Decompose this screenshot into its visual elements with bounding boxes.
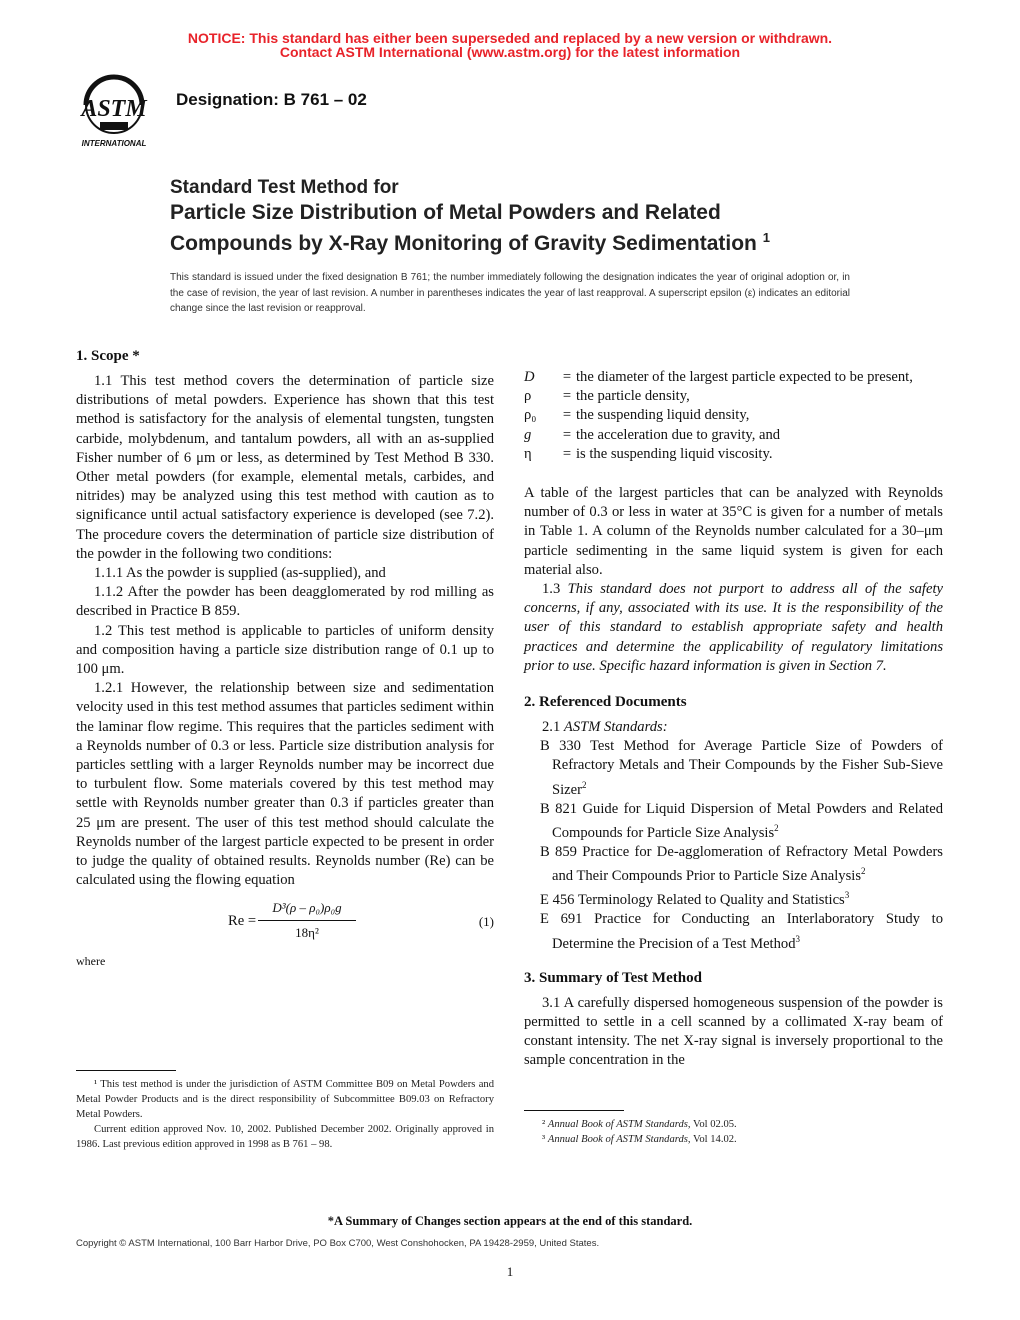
def-symbol: D (524, 369, 535, 385)
left-footnotes (76, 1070, 494, 1152)
definition-row (524, 387, 943, 406)
where-label: where (76, 954, 106, 969)
title-line-2: Particle Size Distribution of Metal Powders and Related (170, 201, 721, 224)
section-1-heading: 1. Scope * (76, 348, 140, 364)
copyright: Copyright © ASTM International, 100 Barr Harbor Drive, PO Box C700, West Conshohocken, PA 19428-2959, United States. (76, 1238, 600, 1249)
logo-subtext: INTERNATIONAL (81, 139, 147, 148)
ref-sup: 2 (861, 866, 866, 877)
equation-number: (1) (478, 914, 494, 930)
summary-of-changes-note: *A Summary of Changes section appears at the end of this standard. (327, 1214, 693, 1228)
def-text: the acceleration due to gravity, and (576, 426, 781, 443)
ref-sup: 3 (844, 890, 850, 901)
equation-1 (76, 898, 494, 948)
ref-text: B 859 Practice for De-agglomeration of Refractory Metal Powders and Their Compounds Prior to Particle Size Analysis (540, 843, 943, 885)
para-1-3-text: This standard does not purport to address all of the safety concerns, if any, associated with its use. It is the responsibility of the user of this standard to establish appropriate safety and health practices and determine the applicability of regulatory limitations prior to use. Specific hazard information is given in Section 7. (524, 581, 943, 674)
para-1-2: 1.2 This test method is applicable to particles of uniform density and composition having a particle size distribution range of 0.1 up to 100 μm. (76, 622, 494, 678)
section-2-heading: 2. Referenced Documents (524, 694, 687, 711)
table-paragraph: A table of the largest particles that can be analyzed with Reynolds number of 0.3 or less in water at 35°C is given for a number of metals in Table 1. A column of the Reynolds number calculated for a 30–μm particle sedimenting in the same liquid system is given for each material also. (524, 485, 943, 578)
ref-item (524, 737, 943, 799)
title-line-1: Standard Test Method for (170, 177, 399, 198)
para-1-3 (524, 580, 943, 676)
document-title (170, 176, 970, 256)
def-equals: = (562, 426, 572, 443)
ref-item (524, 800, 943, 843)
left-column (76, 346, 494, 972)
definition-row (524, 445, 943, 464)
ref-text: B 330 Test Method for Average Particle Size of Powders of Refractory Metals and Their Compounds by the Fisher Sub-Sieve Sizer (540, 738, 943, 798)
footnote-rule (76, 1070, 176, 1071)
para-2-1-number: 2.1 (542, 719, 561, 736)
right-column (524, 368, 943, 1070)
footnote-2-number: ² (542, 1119, 546, 1130)
para-1-2-1: 1.2.1 However, the relationship between size and sedimentation velocity used in this test method assumes that particles sediment within the laminar flow regime. This requires that the particles sediment with a Reynolds number of 0.3 or less. Particle size distribution analysis for particles settling with a larger Reynolds number may be incorrect due to turbulent flow. Some materials covered by this test method may settle with Reynolds number greater than 0.3 if particles greater than 25 μm are present. The user of this test method should calculate the Reynolds number of the largest particle expected to be present in order to judge the quality of obtained results. Reynolds number (Re) can be calculated using the flowing equation (76, 680, 494, 889)
footnote-1b: Current edition approved Nov. 10, 2002. Published December 2002. Originally approved in 1986. Last previous edition approved in 1998 as B 761 – 98. (76, 1124, 494, 1150)
notice-line-1: NOTICE: This standard has either been superseded and replaced by a new version or withdrawn. (187, 30, 833, 46)
ref-sup: 2 (582, 779, 587, 790)
para-1-1-2: 1.1.2 After the powder has been deagglomerated by rod milling as described in Practice B 859. (76, 584, 494, 620)
def-text: the diameter of the largest particle expected to be present, (576, 369, 913, 385)
def-symbol: g (524, 426, 532, 443)
title-line-3: Compounds by X-Ray Monitoring of Gravity Sedimentation (170, 232, 757, 255)
def-equals: = (562, 369, 572, 385)
definition-row (524, 406, 943, 425)
definition-row (524, 426, 943, 445)
def-text: the suspending liquid density, (576, 407, 750, 424)
footnote-2-volume: Vol 02.05. (693, 1119, 737, 1130)
title-footnote-ref: 1 (762, 230, 770, 245)
equation-numerator: D³(ρ – ρ₀)ρ₀g (258, 898, 356, 920)
ref-sup: 2 (774, 822, 779, 833)
ref-item (524, 910, 943, 953)
footnote-3-title: Annual Book of ASTM Standards, (547, 1134, 691, 1145)
para-2-1 (524, 718, 943, 737)
footnote-3 (542, 1132, 943, 1147)
intro-note: This standard is issued under the fixed designation B 761; the number immediately following the designation indicates the year of original adoption or, in the case of revision, the year of last revision. A number in parentheses indicates the year of last reapproval. A superscript epsilon (ε) indicates an editorial change since the last revision or reapproval. (170, 272, 850, 314)
astm-logo (70, 72, 162, 150)
def-equals: = (562, 407, 572, 424)
def-text: is the suspending liquid viscosity. (576, 445, 773, 462)
para-2-1-text: ASTM Standards: (563, 719, 668, 736)
ref-sup: 3 (795, 933, 800, 944)
footnote-rule (524, 1110, 624, 1111)
ref-item (524, 886, 943, 910)
definitions-list (524, 368, 943, 464)
right-footnotes (524, 1110, 943, 1147)
def-text: the particle density, (576, 388, 690, 405)
footnote-2 (542, 1117, 943, 1132)
para-3-1: 3.1 A carefully dispersed homogeneous suspension of the powder is permitted to settle in a cell scanned by a collimated X-ray beam of constant intensity. The net X-ray signal is inversely proportional to the sample concentration in the (524, 994, 943, 1069)
def-equals: = (562, 445, 572, 462)
page-number: 1 (506, 1264, 514, 1279)
section-3-heading: 3. Summary of Test Method (524, 969, 702, 986)
footnote-2-title: Annual Book of ASTM Standards, (547, 1119, 691, 1130)
ref-text: E 691 Practice for Conducting an Interlaboratory Study to Determine the Precision of a Test Method (540, 911, 943, 952)
para-1-1: 1.1 This test method covers the determination of particle size distributions of metal powders. Experience has shown that this test method is satisfactory for the analysis of elemental tungsten, tungsten carbide, molybdenum, and tantalum powders, all with an as-supplied Fisher number of 6 μm or less, as determined by Test Method B 330. Other metal powders (for example, elemental metals, carbides, and nitrides) may be analyzed using this test method with caution as to significance until actual satisfactory experience is developed (see 7.2). The procedure covers the determination of particle size distribution of the powder in the following two conditions: (76, 373, 494, 562)
para-1-1-1: 1.1.1 As the powder is supplied (as-supplied), and (94, 565, 386, 582)
def-symbol: η (524, 445, 532, 462)
designation: Designation: B 761 – 02 (176, 90, 367, 109)
def-equals: = (562, 388, 572, 405)
ref-text: B 821 Guide for Liquid Dispersion of Metal Powders and Related Compounds for Particle Size Analysis (540, 800, 943, 841)
para-1-3-number: 1.3 (542, 581, 561, 598)
logo-text: ASTM (81, 96, 147, 122)
def-symbol: ρ₀ (524, 407, 537, 424)
ref-item (524, 843, 943, 886)
footnote-3-volume: Vol 14.02. (693, 1134, 737, 1145)
equation-denominator: 18η² (295, 924, 319, 940)
equation-lhs: Re = (228, 913, 257, 930)
footnote-1: ¹ This test method is under the jurisdiction of ASTM Committee B09 on Metal Powders and Metal Powder Products and is the direct responsibility of Subcommittee B09.03 on Refractory Metal Powders. (76, 1079, 494, 1120)
def-symbol: ρ (524, 388, 532, 405)
definition-row (524, 368, 943, 387)
footnote-3-number: ³ (542, 1134, 546, 1145)
ref-text: E 456 Terminology Related to Quality and Statistics (540, 892, 845, 909)
notice-line-2: Contact ASTM International (www.astm.org) for the latest information (279, 44, 741, 60)
